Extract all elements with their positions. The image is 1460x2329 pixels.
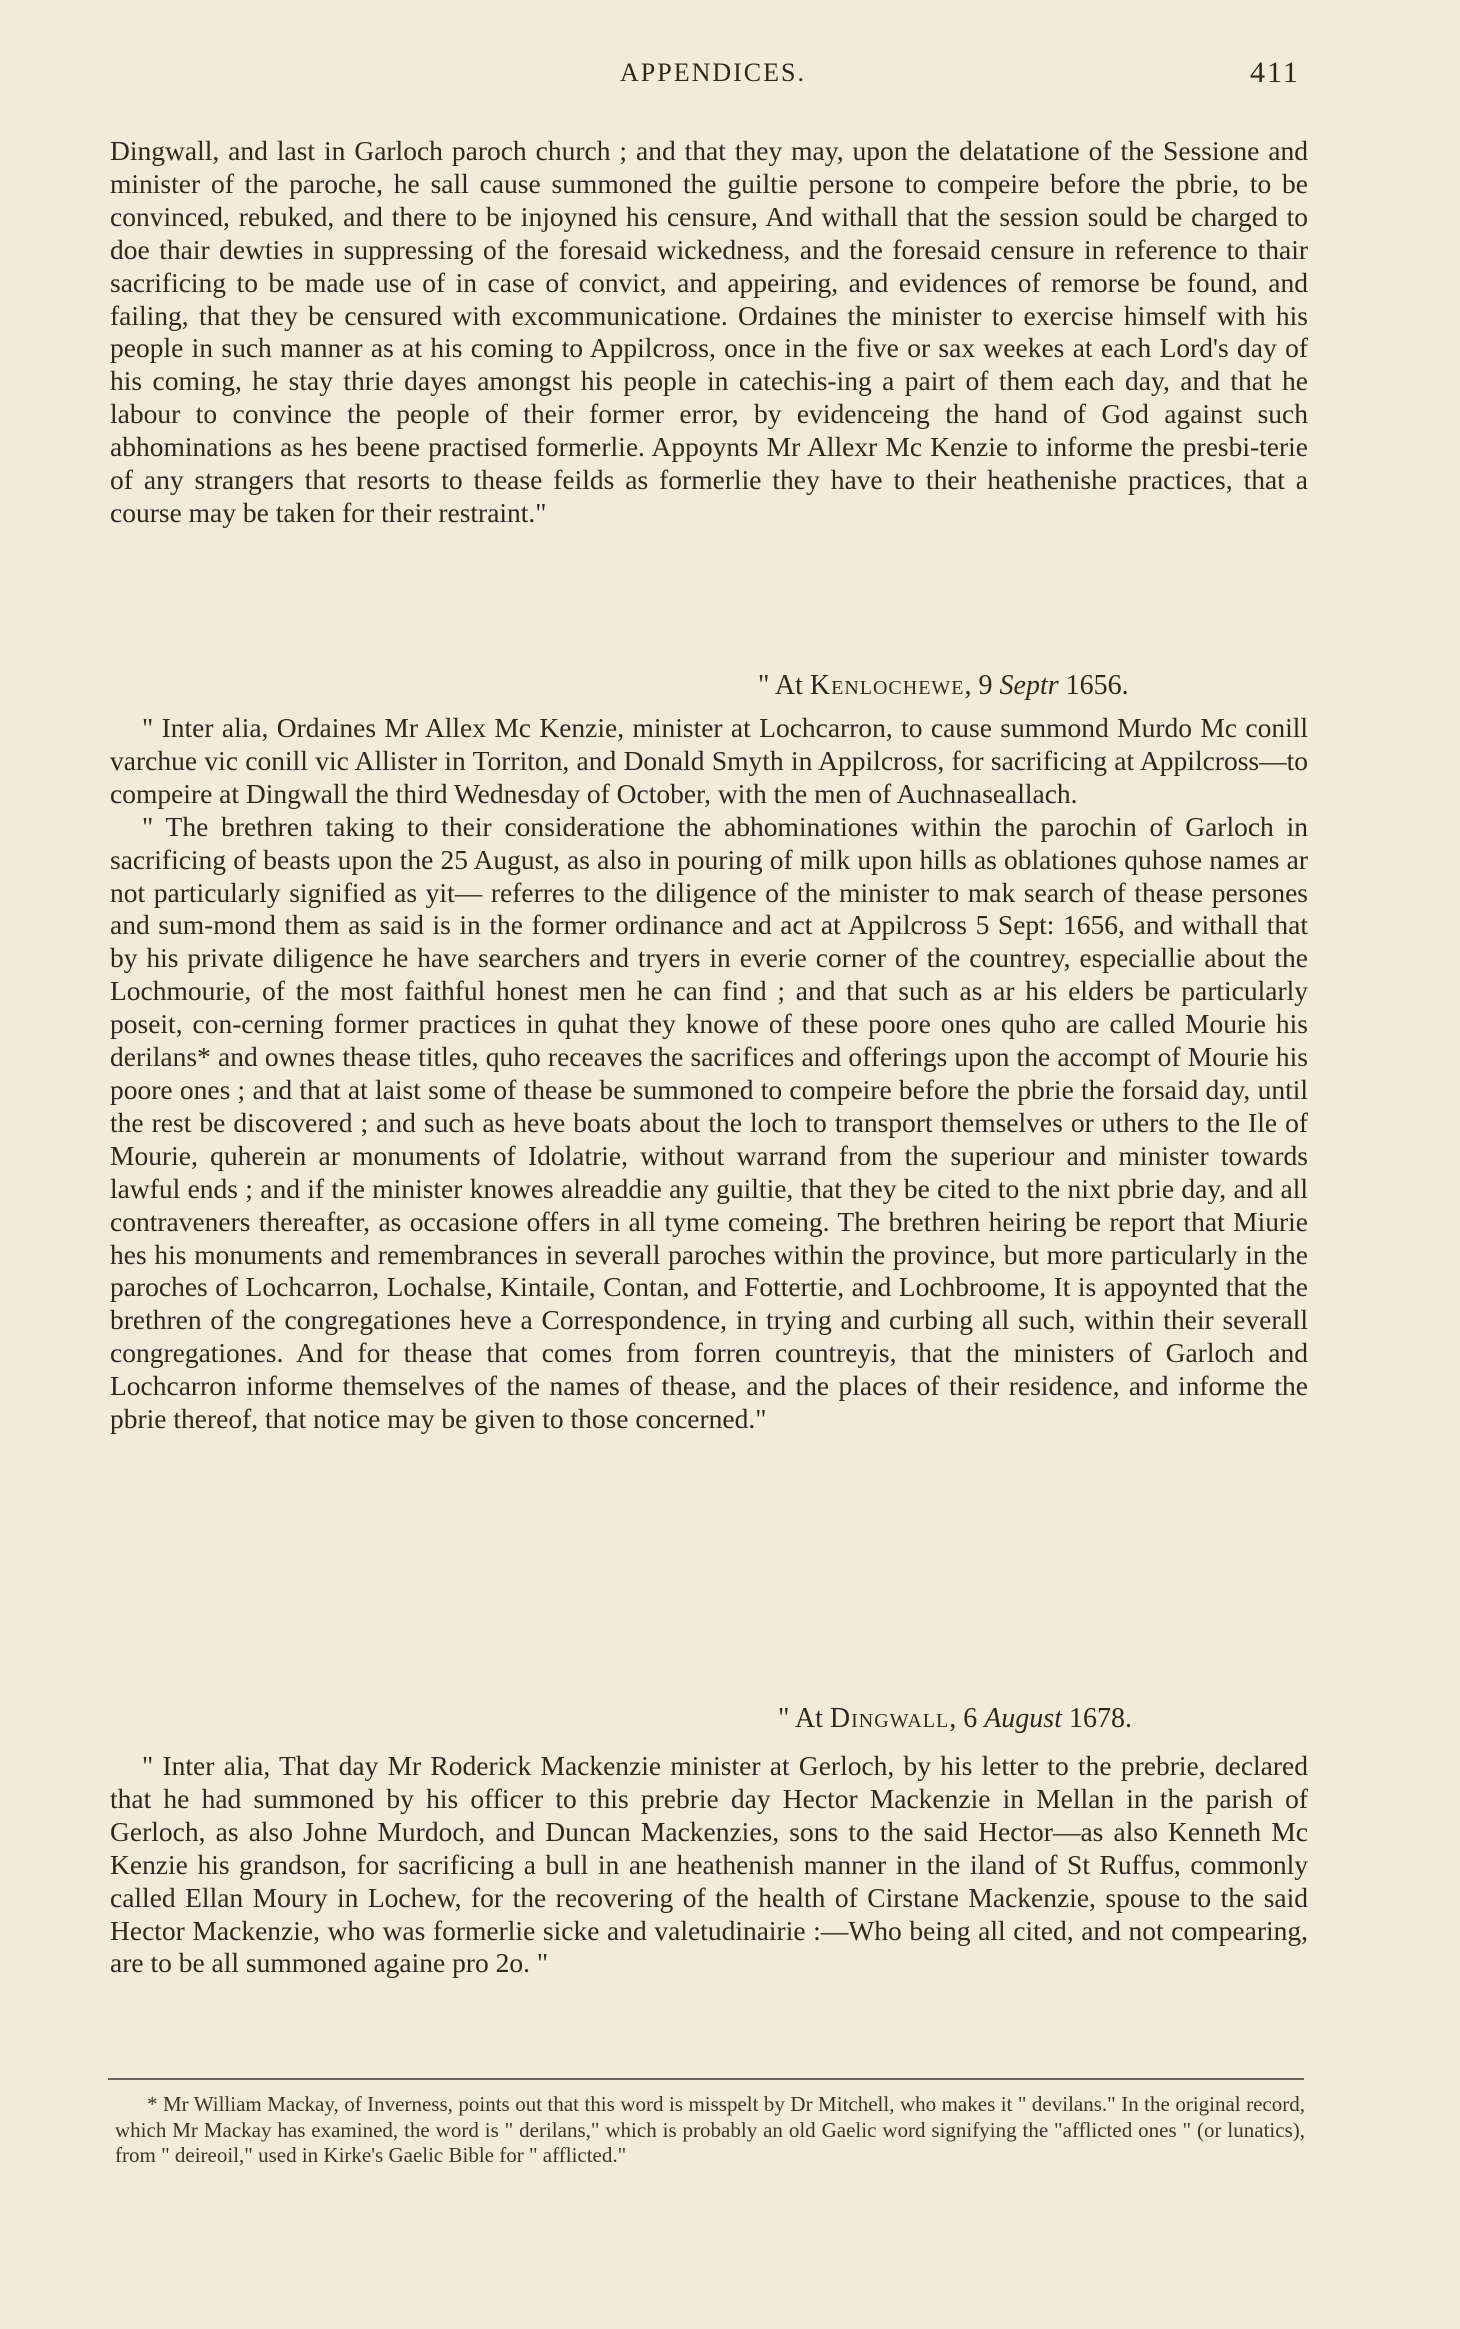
heading-prefix: " At	[778, 1703, 830, 1734]
running-title: APPENDICES.	[620, 58, 806, 87]
paragraph: " Inter alia, That day Mr Roderick Mackenzie minister at Gerloch, by his letter to the prebrie, declared that he had summoned by his officer to this prebrie day Hector Mackenzie in Mellan in the parish of Gerloch, as also Johne Murdoch, and Duncan Mackenzies, sons to the said Hector—as also Kenneth Mc Kenzie his grandson, for sacrificing a bull in ane heathenish manner in the iland of St Ruffus, commonly called Ellan Moury in Lochew, for the recovering of the health of Cirstane Mackenzie, spouse to the said Hector Mackenzie, who was formerlie sicke and valetudinairie :—Who being all cited, and not compearing, are to be all summoned againe pro 2o. "	[110, 1750, 1308, 1979]
paragraph: Dingwall, and last in Garloch paroch church ; and that they may, upon the delatatione of the Sessione and minister of the paroche, he sall cause summoned the guiltie persone to compeire before the pbrie, to be convinced, rebuked, and there to be injoyned his censure, And withall that the session sould be charged to doe thair dewties in suppressing of the foresaid wickedness, and the foresaid censure in reference to thair sacrificing to be made use of in case of convict, and appeiring, and evidences of remorse be found, and failing, that they be censured with excommunicatione. Ordaines the minister to exercise himself with his people in such manner as at his coming to Appilcross, once in the five or sax weekes at each Lord's day of his coming, he stay thrie dayes amongst his people in catechis-ing a pairt of them each day, and that he labour to convince the people of their former error, by evidenceing the hand of God against such abhominations as hes beene practised formerlie. Appoynts Mr Allexr Mc Kenzie to informe the presbi-terie of any strangers that resorts to thease feilds as formerlie they have to their heathenishe practices, that a course may be taken for their restraint."	[110, 135, 1308, 528]
footnote-text: * Mr William Mackay, of Inverness, points out that this word is misspelt by Dr Mitchell, who makes it " devilans." In the original record, which Mr Mackay has examined, the word is " derilans," which is probably an old Gaelic word signifying the "afflicted ones " (or lunatics), from " deireoil," used in Kirke's Gaelic Bible for " afflicted."	[115, 2092, 1305, 2167]
heading-place: Kenlochewe	[809, 670, 965, 701]
heading-prefix: " At	[758, 670, 810, 701]
text-block-2	[110, 712, 1308, 1436]
footnote-divider	[108, 2078, 1304, 2080]
heading-date-year: 1678.	[1061, 1703, 1132, 1734]
heading-date-month: August	[984, 1703, 1062, 1734]
heading-date-month: Septr	[999, 670, 1059, 701]
paragraph: " The brethren taking to their consideratione the abhominationes within the parochin of Garloch in sacrificing of beasts upon the 25 August, as also in pouring of milk upon hills as oblationes quhose names ar not particularly signified as yit— referres to the diligence of the minister to mak search of thease persones and sum-mond them as said is in the former ordinance and act at Appilcross 5 Sept: 1656, and withall that by his private diligence he have searchers and tryers in everie corner of the countrey, especiallie about the Lochmourie, of the most faithful honest men he can find ; and that such as ar his elders be particularly poseit, con-cerning former practices in quhat they knowe of these poore ones quho are called Mourie his derilans* and ownes thease titles, quho receaves the sacrifices and offerings upon the accompt of Mourie his poore ones ; and that at laist some of thease be summoned to compeire before the pbrie the forsaid day, until the rest be discovered ; and such as heve boats about the loch to transport themselves or uthers to the Ile of Mourie, quherein ar monuments of Idolatrie, without warrand from the superiour and minister towards lawful ends ; and if the minister knowes alreaddie any guiltie, that they be cited to the nixt pbrie day, and all contraveners thereafter, as occasione offers in all tyme comeing. The brethren heiring be report that Miurie hes his monuments and remembrances in severall paroches within the province, but more particularly in the paroches of Lochcarron, Lochalse, Kintaile, Contan, and Fottertie, and Lochbroome, It is appoynted that the brethren of the congregationes heve a Correspondence, in trying and curbing all such, within their severall congregationes. And for thease that comes from forren countreyis, that the ministers of Garloch and Lochcarron informe themselves of the names of thease, and the places of their residence, and informe the pbrie thereof, that notice may be given to those concerned."	[110, 810, 1308, 1435]
text-block-1	[110, 135, 1308, 530]
heading-date-pre: , 9	[964, 670, 1000, 701]
heading-place: Dingwall	[829, 1703, 950, 1734]
heading-date-pre: , 6	[949, 1703, 985, 1734]
footnote	[115, 2092, 1305, 2169]
running-head	[0, 58, 1460, 98]
paragraph: " Inter alia, Ordaines Mr Allex Mc Kenzie, minister at Lochcarron, to cause summond Murdo Mc conill varchue vic conill vic Allister in Torriton, and Donald Smyth in Appilcross, for sacrificing at Appilcross—to compeire at Dingwall the third Wednesday of October, with the men of Auchnaseallach.	[110, 712, 1308, 809]
section-heading-kenlochewe	[758, 670, 1129, 702]
text-block-3	[110, 1750, 1308, 1980]
section-heading-dingwall	[778, 1703, 1132, 1735]
page-number: 411	[1250, 56, 1300, 89]
heading-date-year: 1656.	[1058, 670, 1129, 701]
